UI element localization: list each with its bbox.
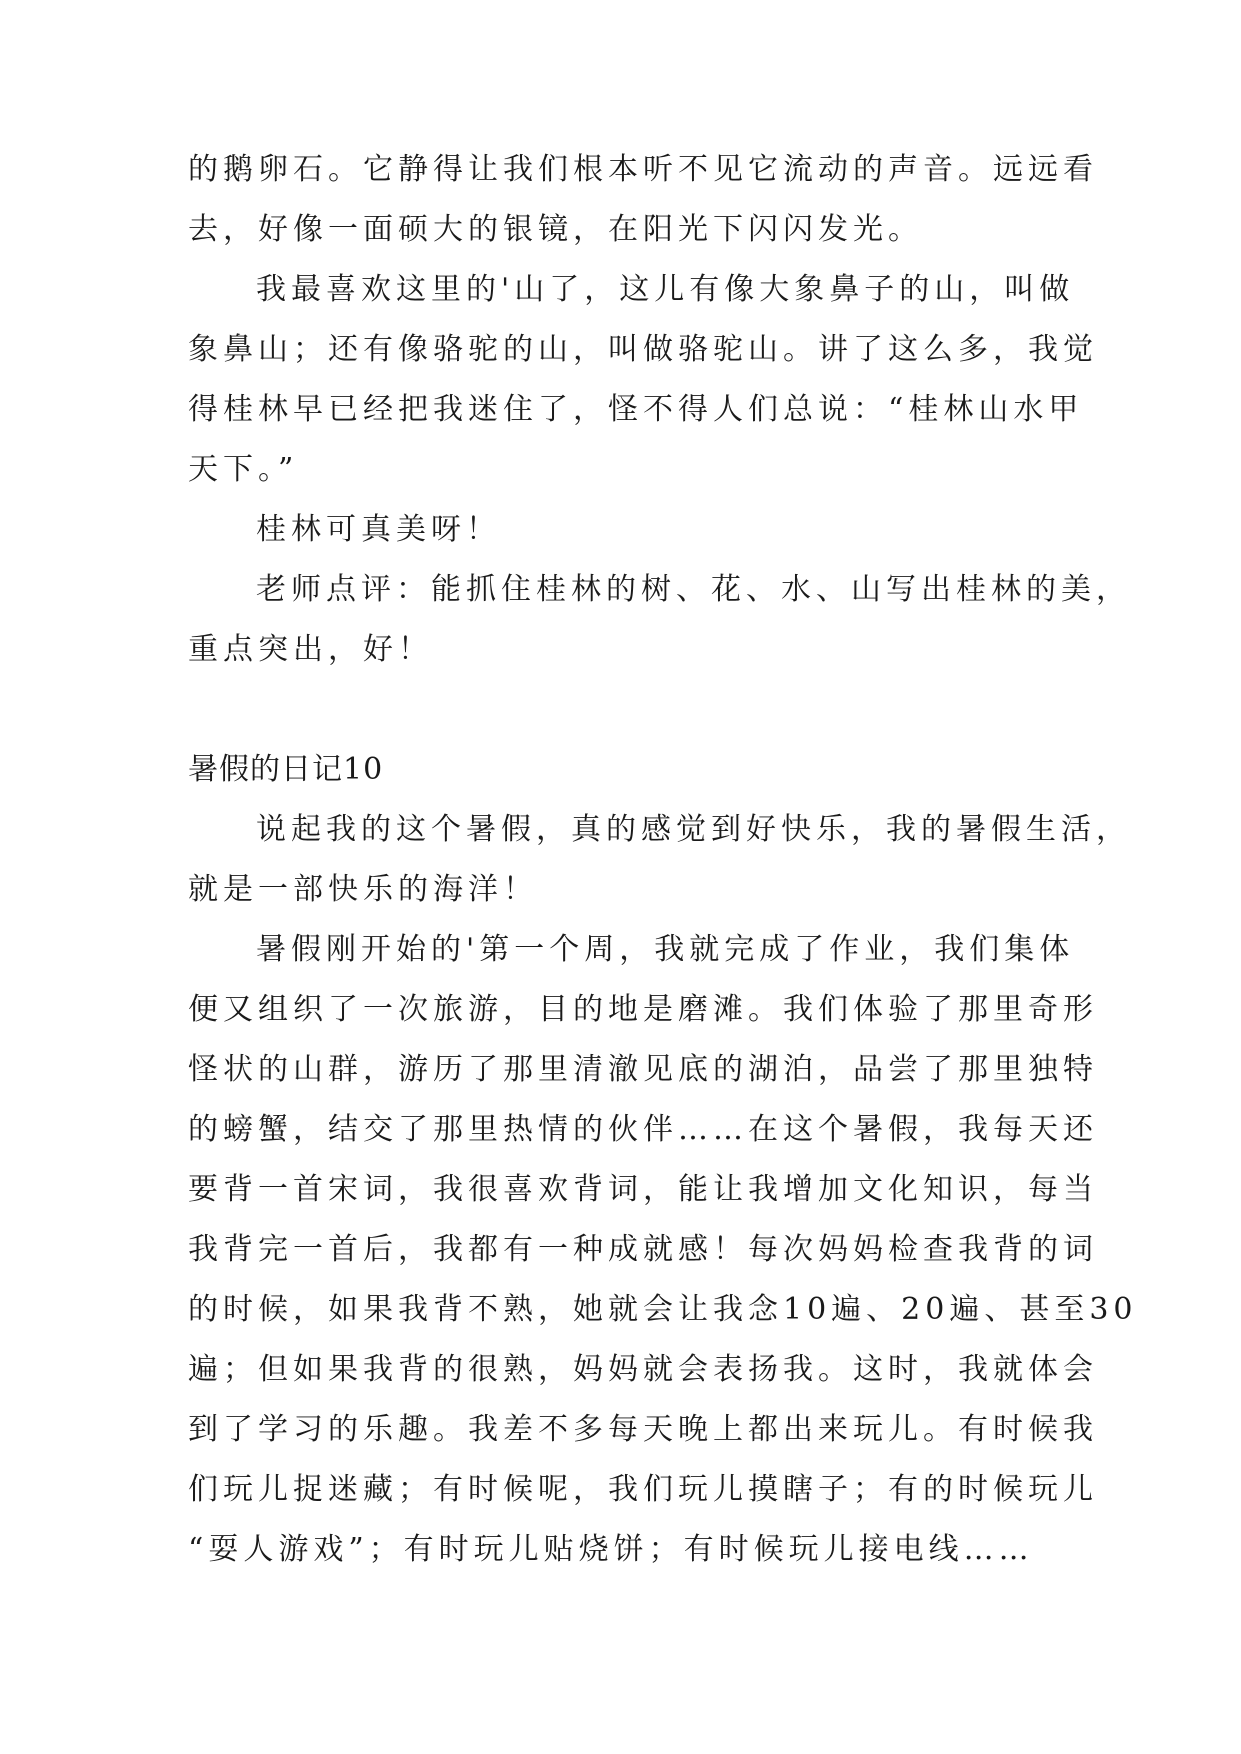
paragraph-line: 我最喜欢这里的'山了，这儿有像大象鼻子的山，叫做 — [256, 272, 1075, 307]
section-title: 暑假的日记10 — [188, 752, 384, 787]
paragraph-line: 天下。” — [188, 452, 299, 487]
paragraph-line: 要背一首宋词，我很喜欢背词，能让我增加文化知识，每当 — [188, 1172, 1098, 1207]
paragraph-line: 就是一部快乐的海洋！ — [188, 872, 538, 907]
paragraph-line: 遍；但如果我背的很熟，妈妈就会表扬我。这时，我就体会 — [188, 1352, 1098, 1387]
paragraph-line: 象鼻山；还有像骆驼的山，叫做骆驼山。讲了这么多，我觉 — [188, 332, 1098, 367]
paragraph-line: 重点突出，好！ — [188, 632, 433, 667]
paragraph-line: 去，好像一面硕大的银镜，在阳光下闪闪发光。 — [188, 212, 923, 247]
paragraph-line: 的螃蟹，结交了那里热情的伙伴……在这个暑假，我每天还 — [188, 1112, 1098, 1147]
paragraph-line: 我背完一首后，我都有一种成就感！每次妈妈检查我背的词 — [188, 1232, 1098, 1267]
paragraph-line: 桂林可真美呀！ — [256, 512, 501, 547]
paragraph-line: 怪状的山群，游历了那里清澈见底的湖泊，品尝了那里独特 — [188, 1052, 1098, 1087]
paragraph-line: 说起我的这个暑假，真的感觉到好快乐，我的暑假生活， — [256, 812, 1131, 847]
paragraph-line: 得桂林早已经把我迷住了，怪不得人们总说：“桂林山水甲 — [188, 392, 1084, 427]
paragraph-line: 们玩儿捉迷藏；有时候呢，我们玩儿摸瞎子；有的时候玩儿 — [188, 1472, 1098, 1507]
paragraph-line: 的时候，如果我背不熟，她就会让我念10遍、20遍、甚至30 — [188, 1292, 1138, 1327]
paragraph-line: 暑假刚开始的'第一个周，我就完成了作业，我们集体 — [256, 932, 1075, 967]
paragraph-line: 到了学习的乐趣。我差不多每天晚上都出来玩儿。有时候我 — [188, 1412, 1098, 1447]
paragraph-line: 老师点评：能抓住桂林的树、花、水、山写出桂林的美， — [256, 572, 1131, 607]
paragraph-line: 便又组织了一次旅游，目的地是磨滩。我们体验了那里奇形 — [188, 992, 1098, 1027]
paragraph-line: 的鹅卵石。它静得让我们根本听不见它流动的声音。远远看 — [188, 152, 1098, 187]
paragraph-line: “耍人游戏”；有时玩儿贴烧饼；有时候玩儿接电线…… — [188, 1532, 1034, 1567]
